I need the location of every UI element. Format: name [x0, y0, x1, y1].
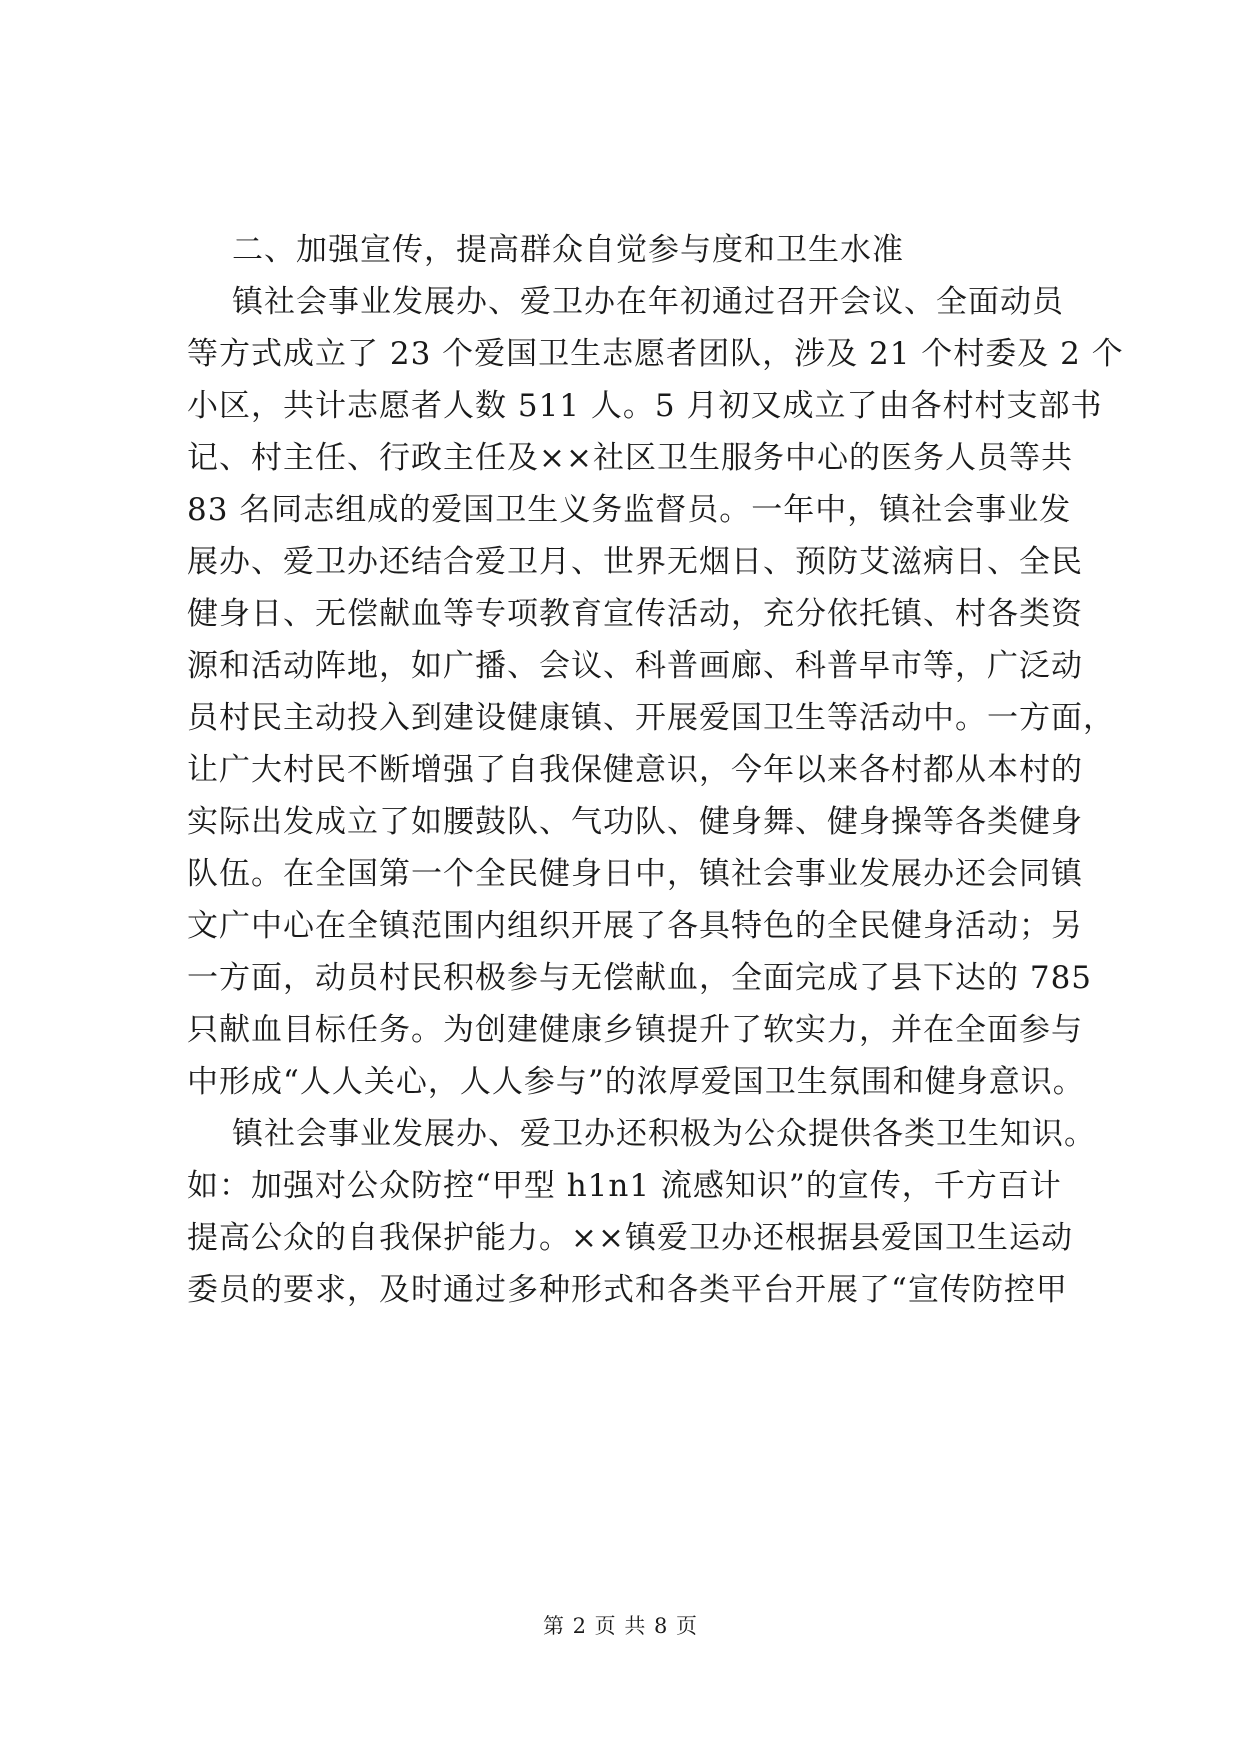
paragraph-1-line-14: 一方面，动员村民积极参与无偿献血，全面完成了县下达的 785	[187, 960, 1093, 996]
paragraph-1-line-13: 文广中心在全镇范围内组织开展了各具特色的全民健身活动；另	[187, 908, 1083, 944]
paragraph-2-line-3: 提高公众的自我保护能力。××镇爱卫办还根据县爱国卫生运动	[187, 1220, 1073, 1256]
paragraph-1-line-7: 健身日、无偿献血等专项教育宣传活动，充分依托镇、村各类资	[187, 596, 1083, 632]
paragraph-1-line-9: 员村民主动投入到建设健康镇、开展爱国卫生等活动中。一方面，	[187, 700, 1115, 736]
paragraph-2-line-1: 镇社会事业发展办、爱卫办还积极为公众提供各类卫生知识。	[232, 1116, 1096, 1152]
paragraph-1-line-3: 小区，共计志愿者人数 511 人。5 月初又成立了由各村村支部书	[187, 388, 1103, 424]
paragraph-1-line-12: 队伍。在全国第一个全民健身日中，镇社会事业发展办还会同镇	[187, 856, 1083, 892]
paragraph-1-line-11: 实际出发成立了如腰鼓队、气功队、健身舞、健身操等各类健身	[187, 804, 1083, 840]
paragraph-1-line-6: 展办、爱卫办还结合爱卫月、世界无烟日、预防艾滋病日、全民	[187, 544, 1083, 580]
paragraph-1-line-10: 让广大村民不断增强了自我保健意识，今年以来各村都从本村的	[187, 752, 1083, 788]
paragraph-1-line-15: 只献血目标任务。为创建健康乡镇提升了软实力，并在全面参与	[187, 1012, 1083, 1048]
paragraph-1-line-16: 中形成“人人关心，人人参与”的浓厚爱国卫生氛围和健身意识。	[187, 1064, 1085, 1100]
paragraph-1-line-4: 记、村主任、行政主任及××社区卫生服务中心的医务人员等共	[187, 440, 1073, 476]
page-number-footer: 第 2 页 共 8 页	[542, 1614, 699, 1638]
paragraph-2-line-4: 委员的要求，及时通过多种形式和各类平台开展了“宣传防控甲	[187, 1272, 1068, 1308]
paragraph-2-line-2: 如：加强对公众防控“甲型 h1n1 流感知识”的宣传，千方百计	[187, 1168, 1062, 1204]
paragraph-1-line-1: 镇社会事业发展办、爱卫办在年初通过召开会议、全面动员	[232, 284, 1064, 320]
paragraph-1-line-2: 等方式成立了 23 个爱国卫生志愿者团队，涉及 21 个村委及 2 个	[187, 336, 1124, 372]
paragraph-1-line-5: 83 名同志组成的爱国卫生义务监督员。一年中，镇社会事业发	[187, 492, 1072, 528]
paragraph-1-line-8: 源和活动阵地，如广播、会议、科普画廊、科普早市等，广泛动	[187, 648, 1083, 684]
section-heading: 二、加强宣传，提高群众自觉参与度和卫生水准	[232, 232, 904, 268]
